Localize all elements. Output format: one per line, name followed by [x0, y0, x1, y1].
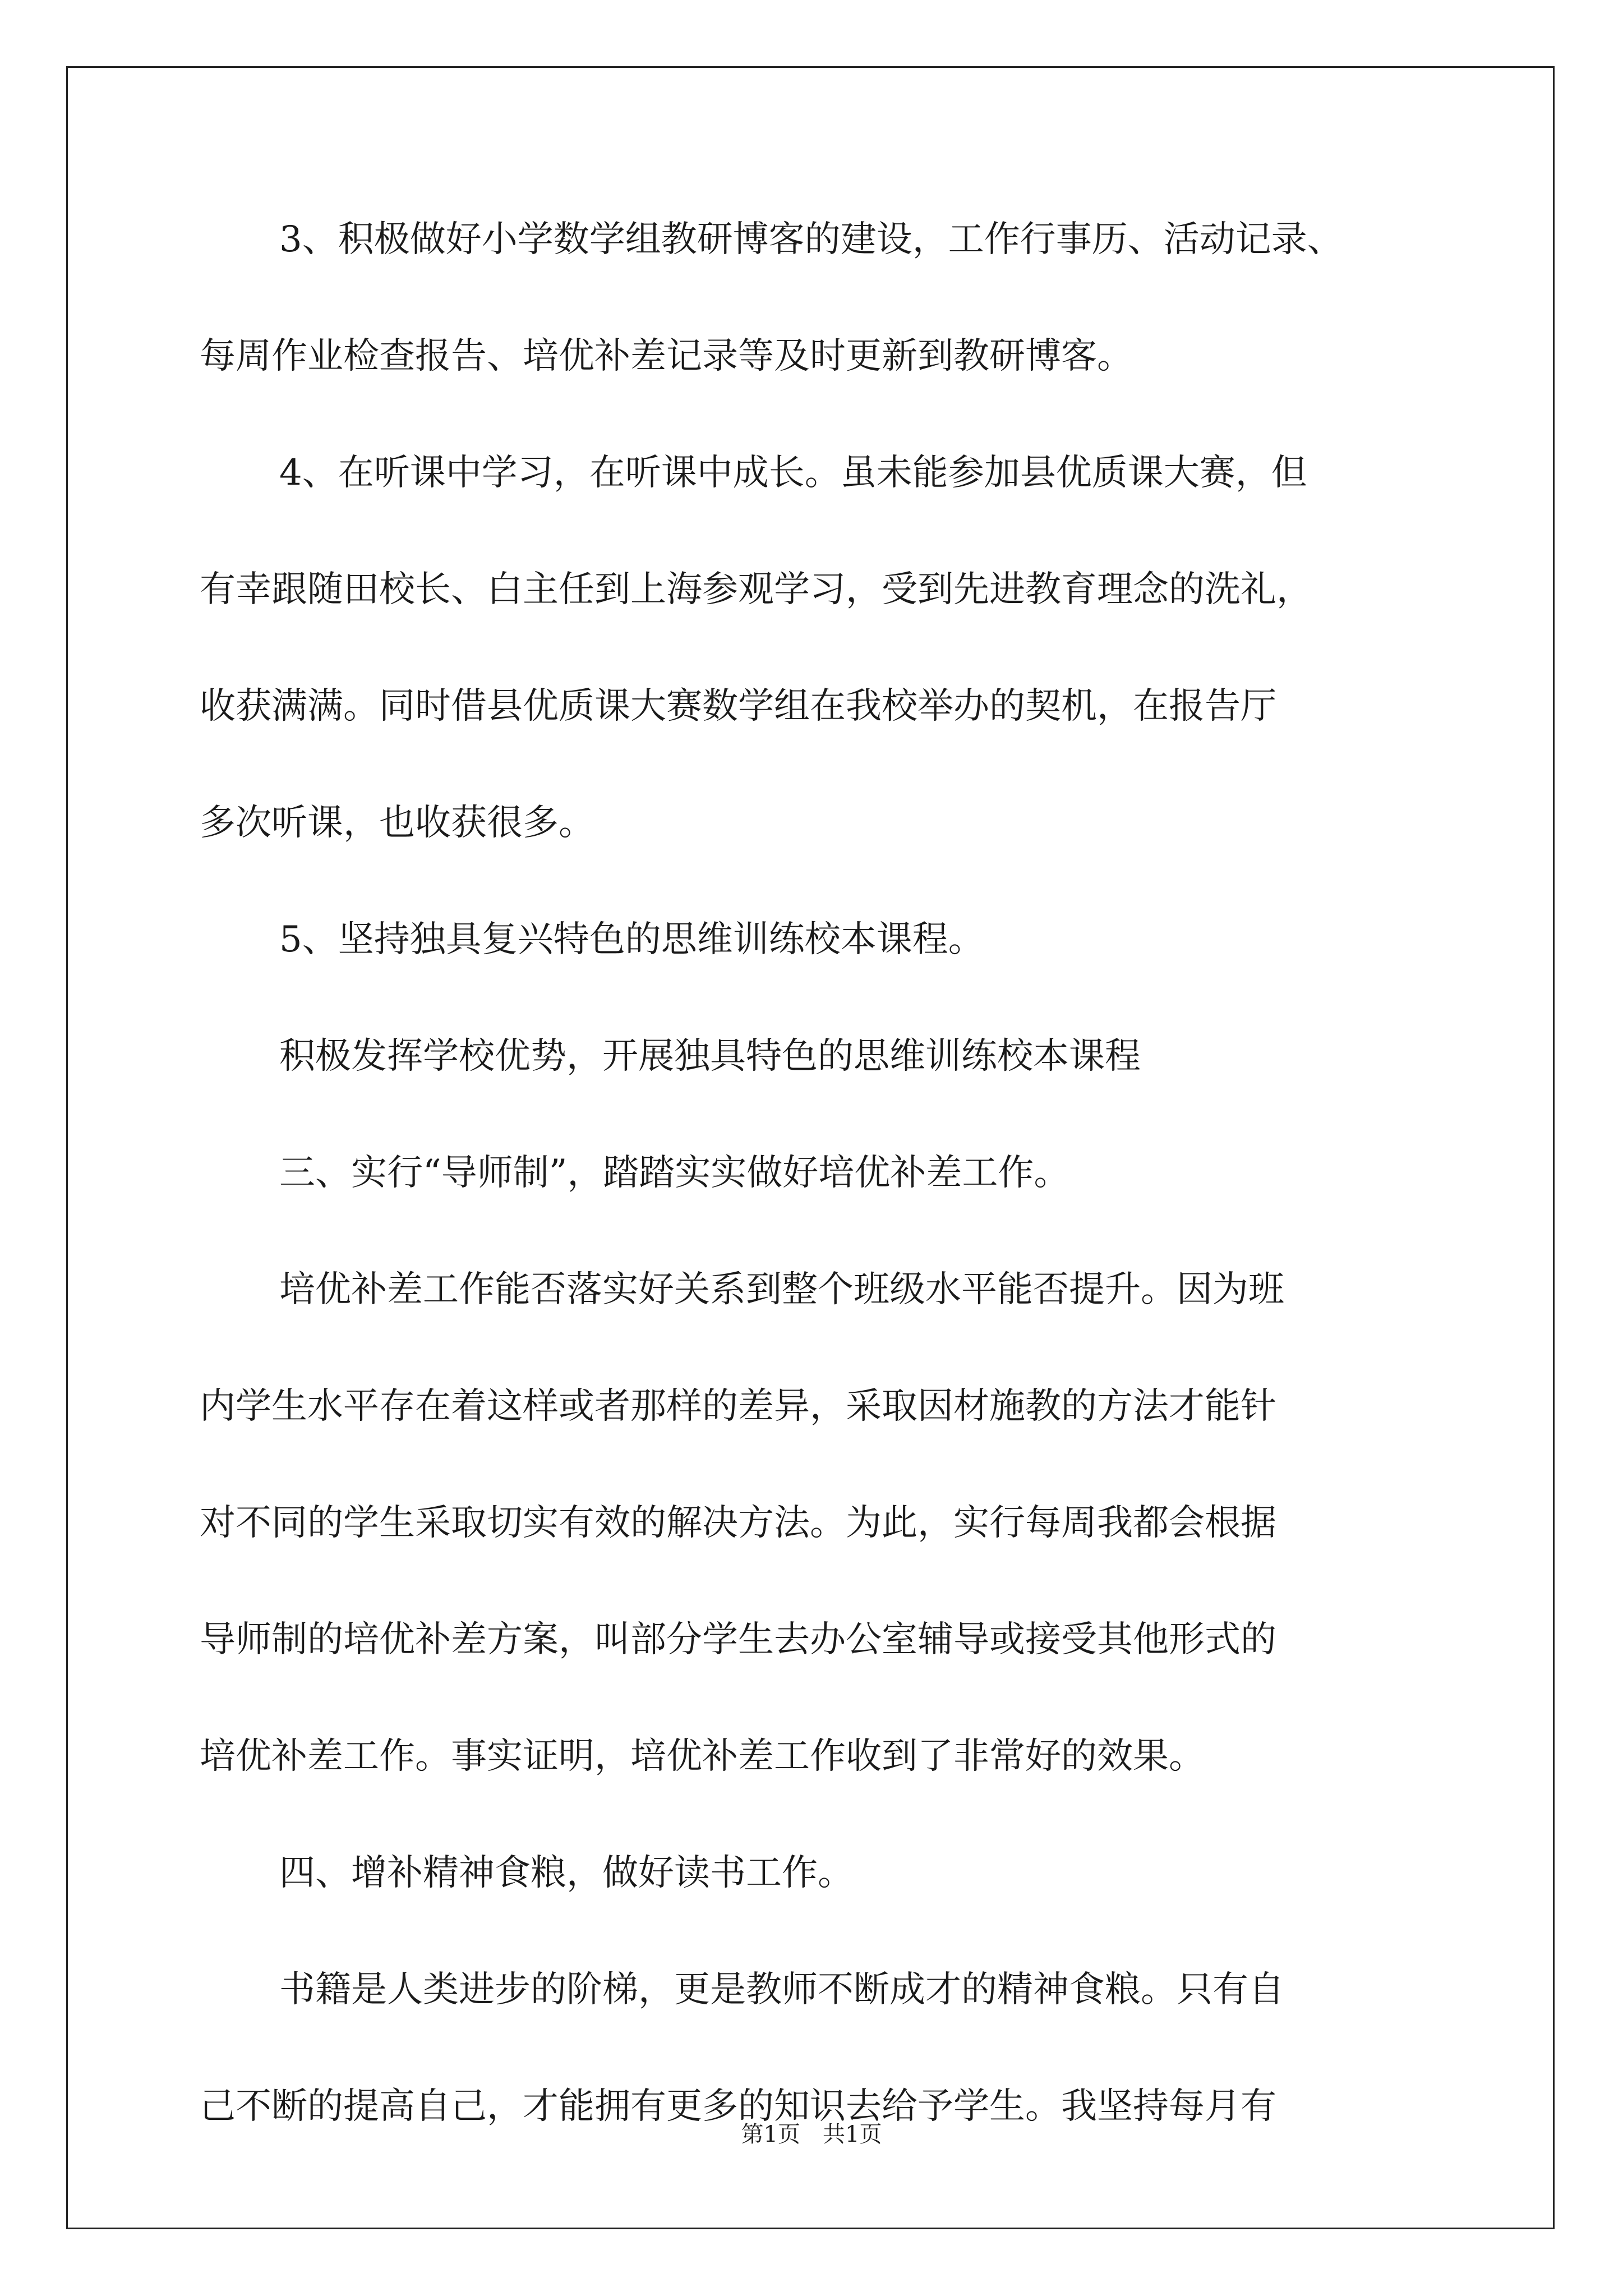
- text-line: 对不同的学生采取切实有效的解决方法。为此，实行每周我都会根据: [200, 1502, 1276, 1544]
- text-line: 己不断的提高自己，才能拥有更多的知识去给予学生。我坚持每月有: [200, 2086, 1276, 2127]
- page-total: 共1页: [823, 2122, 882, 2147]
- text-line: 有幸跟随田校长、白主任到上海参观学习，受到先进教育理念的洗礼，: [200, 569, 1312, 610]
- page-footer: [0, 2121, 1623, 2148]
- text-line: 内学生水平存在着这样或者那样的差异，采取因材施教的方法才能针: [200, 1386, 1276, 1427]
- text-line: 5、坚持独具复兴特色的思维训练校本课程。: [279, 919, 984, 960]
- text-line: 导师制的培优补差方案，叫部分学生去办公室辅导或接受其他形式的: [200, 1619, 1276, 1660]
- text-line: 多次听课，也收获很多。: [200, 802, 594, 844]
- text-line: 每周作业检查报告、培优补差记录等及时更新到教研博客。: [200, 335, 1133, 377]
- section-heading: 三、实行“导师制”，踏踏实实做好培优补差工作。: [279, 1152, 1070, 1194]
- text-line: 3、积极做好小学数学组教研博客的建设，工作行事历、活动记录、: [279, 219, 1343, 260]
- document-body: [200, 219, 1484, 2205]
- text-line: 积极发挥学校优势，开展独具特色的思维训练校本课程: [279, 1036, 1141, 1077]
- text-line: 培优补差工作能否落实好关系到整个班级水平能否提升。因为班: [279, 1269, 1284, 1310]
- text-line: 收获满满。同时借县优质课大赛数学组在我校举办的契机，在报告厅: [200, 685, 1276, 727]
- page-number: 第1页: [741, 2122, 800, 2147]
- section-heading: 四、增补精神食粮，做好读书工作。: [279, 1852, 854, 1894]
- text-line: 书籍是人类进步的阶梯，更是教师不断成才的精神食粮。只有自: [279, 1969, 1284, 2010]
- text-line: 培优补差工作。事实证明，培优补差工作收到了非常好的效果。: [200, 1736, 1205, 1777]
- text-line: 4、在听课中学习，在听课中成长。虽未能参加县优质课大赛，但: [279, 452, 1307, 494]
